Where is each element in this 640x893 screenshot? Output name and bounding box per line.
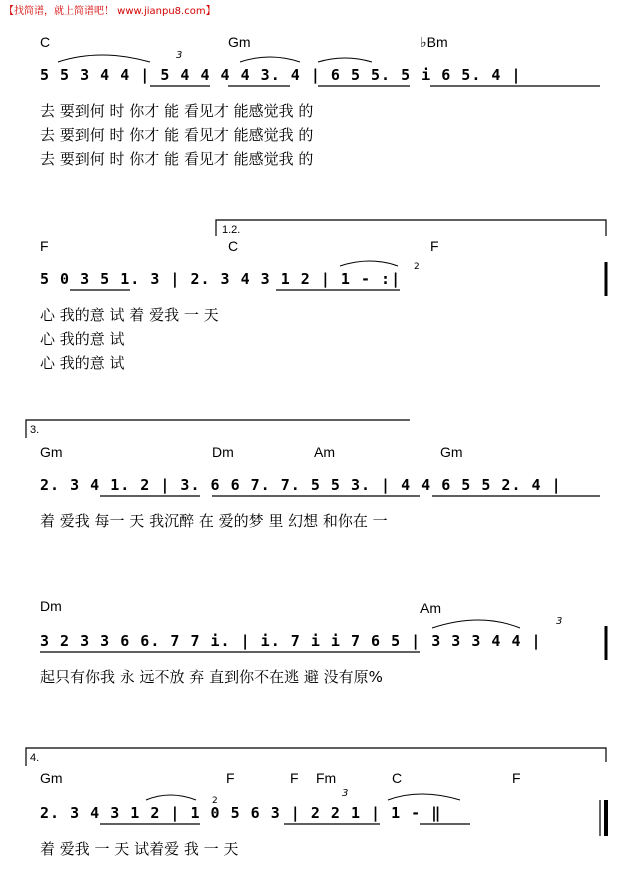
slur: [340, 261, 398, 266]
chord-label: F: [430, 238, 439, 254]
chord-label: C: [40, 34, 51, 50]
lyric-line: 心 我的意 试: [40, 354, 125, 372]
slur: [432, 620, 520, 628]
grace-note: 2: [414, 262, 420, 272]
chord-label: F: [290, 770, 299, 786]
volta-bracket: [26, 420, 410, 438]
grace-note: 2: [212, 796, 218, 806]
lyric-line: 着 爱我 一 天 试着爱 我 一 天: [40, 840, 239, 858]
chord-label: Am: [314, 444, 335, 460]
slur: [388, 794, 460, 800]
lyric-line: 心 我的意 试: [40, 330, 125, 348]
chord-label: F: [226, 770, 235, 786]
chord-label: Fm: [316, 770, 337, 786]
chord-label: Gm: [40, 444, 63, 460]
chord-label: C: [392, 770, 403, 786]
chord-label: Dm: [40, 598, 62, 614]
site-header: 【找简谱，就上简谱吧！ www.jianpu8.com】: [4, 6, 216, 17]
chord-label: Gm: [440, 444, 463, 460]
chord-label: Gm: [40, 770, 63, 786]
notation-line: 3 2 3 3 6 6. 7 7 i. | i. 7 i i 7 6 5 | 3 3 3 4 4 |: [40, 632, 542, 650]
chord-label: Gm: [228, 34, 251, 50]
chord-label: C: [228, 238, 239, 254]
triplet-mark: 3: [342, 788, 349, 799]
triplet-mark: 3: [556, 616, 563, 627]
lyric-line: 心 我的意 试 着 爱我 一 天: [40, 306, 219, 324]
volta-label: 4.: [30, 752, 40, 764]
slur: [318, 58, 372, 62]
volta-bracket: [26, 748, 606, 766]
lyric-line: 去 要到何 时 你才 能 看见才 能感觉我 的: [40, 150, 314, 168]
lyric-line: 着 爱我 每一 天 我沉醉 在 爱的梦 里 幻想 和你在 一: [40, 512, 388, 530]
slur: [58, 55, 150, 62]
lyric-line: 去 要到何 时 你才 能 看见才 能感觉我 的: [40, 102, 314, 120]
slur: [240, 57, 300, 62]
lyric-line: 去 要到何 时 你才 能 看见才 能感觉我 的: [40, 126, 314, 144]
notation-line: 2. 3 4 1. 2 | 3. 6 6 7. 7. 5 5 3. | 4 4 6 5 5 2. 4 |: [40, 476, 562, 494]
chord-label: F: [40, 238, 49, 254]
chord-label: Am: [420, 600, 441, 616]
notation-line: 5 5 3 4 4 | 5 4 4 4 4 3. 4 | 6 5 5. 5 i 6 5. 4 |: [40, 66, 522, 84]
triplet-mark: 3: [176, 50, 183, 61]
slur: [146, 795, 196, 800]
volta-label: 1.2.: [222, 224, 241, 236]
chord-label: Dm: [212, 444, 234, 460]
chord-label: ♭Bm: [420, 34, 448, 50]
chord-label: F: [512, 770, 521, 786]
volta-bracket: [216, 220, 606, 236]
notation-line: 5 0 3 5 1. 3 | 2. 3 4 3 1 2 | 1 - :|: [40, 270, 402, 288]
notation-line: 2. 3 4 3 1 2 | 1 0 5 6 3 | 2 2 1 | 1 - ‖: [40, 804, 442, 822]
lyric-line: 起只有你我 永 远不放 弃 直到你不在逃 避 没有原%: [40, 668, 383, 686]
volta-label: 3.: [30, 424, 40, 436]
